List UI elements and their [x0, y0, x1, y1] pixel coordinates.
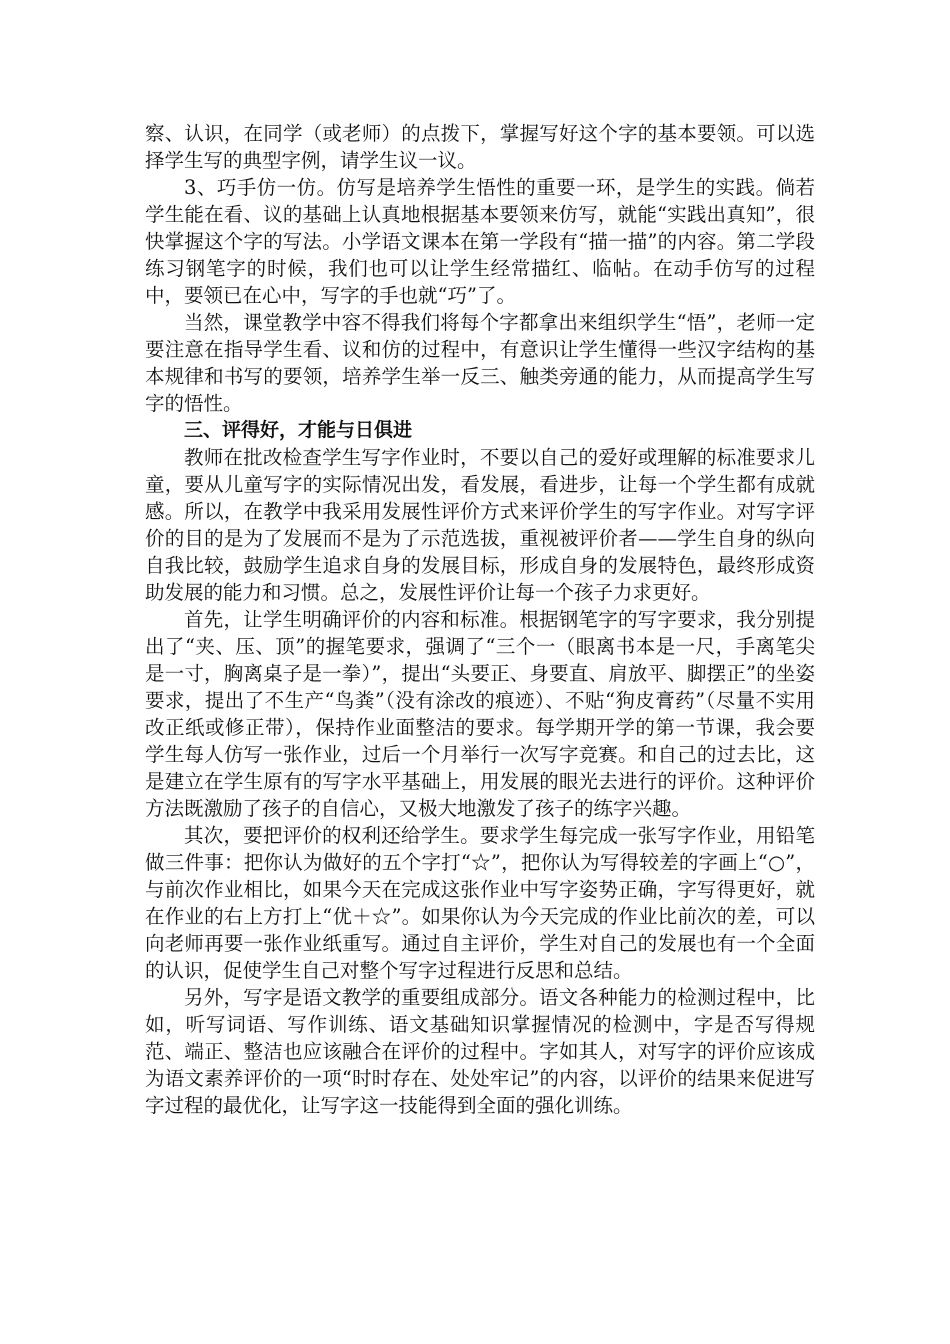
paragraph-also: 另外，写字是语文教学的重要组成部分。语文各种能力的检测过程中，比如，听写词语、写作训练、语文基础知识掌握情况的检测中，字是否写得规范、端正、整洁也应该融合在评价的过程中。字如其人，对写字的评价应该成为语文素养评价的一项“时时存在、处处牢记”的内容，以评价的结果来促进写字过程的最优化，让写字这一技能得到全面的强化训练。 — [145, 986, 815, 1117]
paragraph-second: 其次，要把评价的权利还给学生。要求学生每完成一张写字作业，用铅笔做三件事：把你认为做好的五个字打“☆”，把你认为写得较差的字画上“○”，与前次作业相比，如果今天在完成这张作业中写字姿势正确，字写得更好，就在作业的右上方打上“优＋☆”。如果你认为今天完成的作业比前次的差，可以向老师再要一张作业纸重写。通过自主评价，学生对自己的发展也有一个全面的认识，促使学生自己对整个写字过程进行反思和总结。 — [145, 824, 815, 982]
section-heading: 三、评得好，才能与日俱进 — [184, 419, 413, 441]
document-body — [145, 120, 815, 1119]
paragraph-of-course: 当然，课堂教学中容不得我们将每个字都拿出来组织学生“悟”，老师一定要注意在指导学生看、议和仿的过程中，有意识让学生懂得一些汉字结构的基本规律和书写的要领，培养学生举一反三、触类旁通的能力，从而提高学生写字的悟性。 — [145, 311, 815, 415]
paragraph-first: 首先，让学生明确评价的内容和标准。根据钢笔字的写字要求，我分别提出了“夹、压、顶”的握笔要求，强调了“三个一（眼离书本是一尺，手离笔尖是一寸，胸离桌子是一拳）”，提出“头要正、身要直、肩放平、脚摆正”的坐姿要求，提出了不生产“鸟粪”（没有涂改的痕迹）、不贴“狗皮膏药”（尽量不实用改正纸或修正带），保持作业面整洁的要求。每学期开学的第一节课，我会要学生每人仿写一张作业，过后一个月举行一次写字竞赛。和自己的过去比，这是建立在学生原有的写字水平基础上，用发展的眼光去进行的评价。这种评价方法既激励了孩子的自信心，又极大地激发了孩子的练字兴趣。 — [145, 608, 815, 820]
paragraph-intro-continuation: 察、认识，在同学（或老师）的点拨下，掌握写好这个字的基本要领。可以选择学生写的典型字例，请学生议一议。 — [145, 122, 815, 172]
paragraph-teacher-review: 教师在批改检查学生写字作业时，不要以自己的爱好或理解的标准要求儿童，要从儿童写字的实际情况出发，看发展，看进步，让每一个学生都有成就感。所以，在教学中我采用发展性评价方式来评价学生的写字作业。对写字评价的目的是为了发展而不是为了示范选拔，重视被评价者——学生自身的纵向自我比较，鼓励学生追求自身的发展目标，形成自身的发展特色，最终形成资助发展的能力和习惯。总之，发展性评价让每一个孩子力求更好。 — [145, 446, 815, 604]
paragraph-imitate: 3、巧手仿一仿。仿写是培养学生悟性的重要一环，是学生的实践。倘若学生能在看、议的基础上认真地根据基本要领来仿写，就能“实践出真知”，很快掌握这个字的写法。小学语文课本在第一学段有“描一描”的内容。第二学段练习钢笔字的时候，我们也可以让学生经常描红、临帖。在动手仿写的过程中，要领已在心中，写字的手也就“巧”了。 — [145, 176, 815, 307]
